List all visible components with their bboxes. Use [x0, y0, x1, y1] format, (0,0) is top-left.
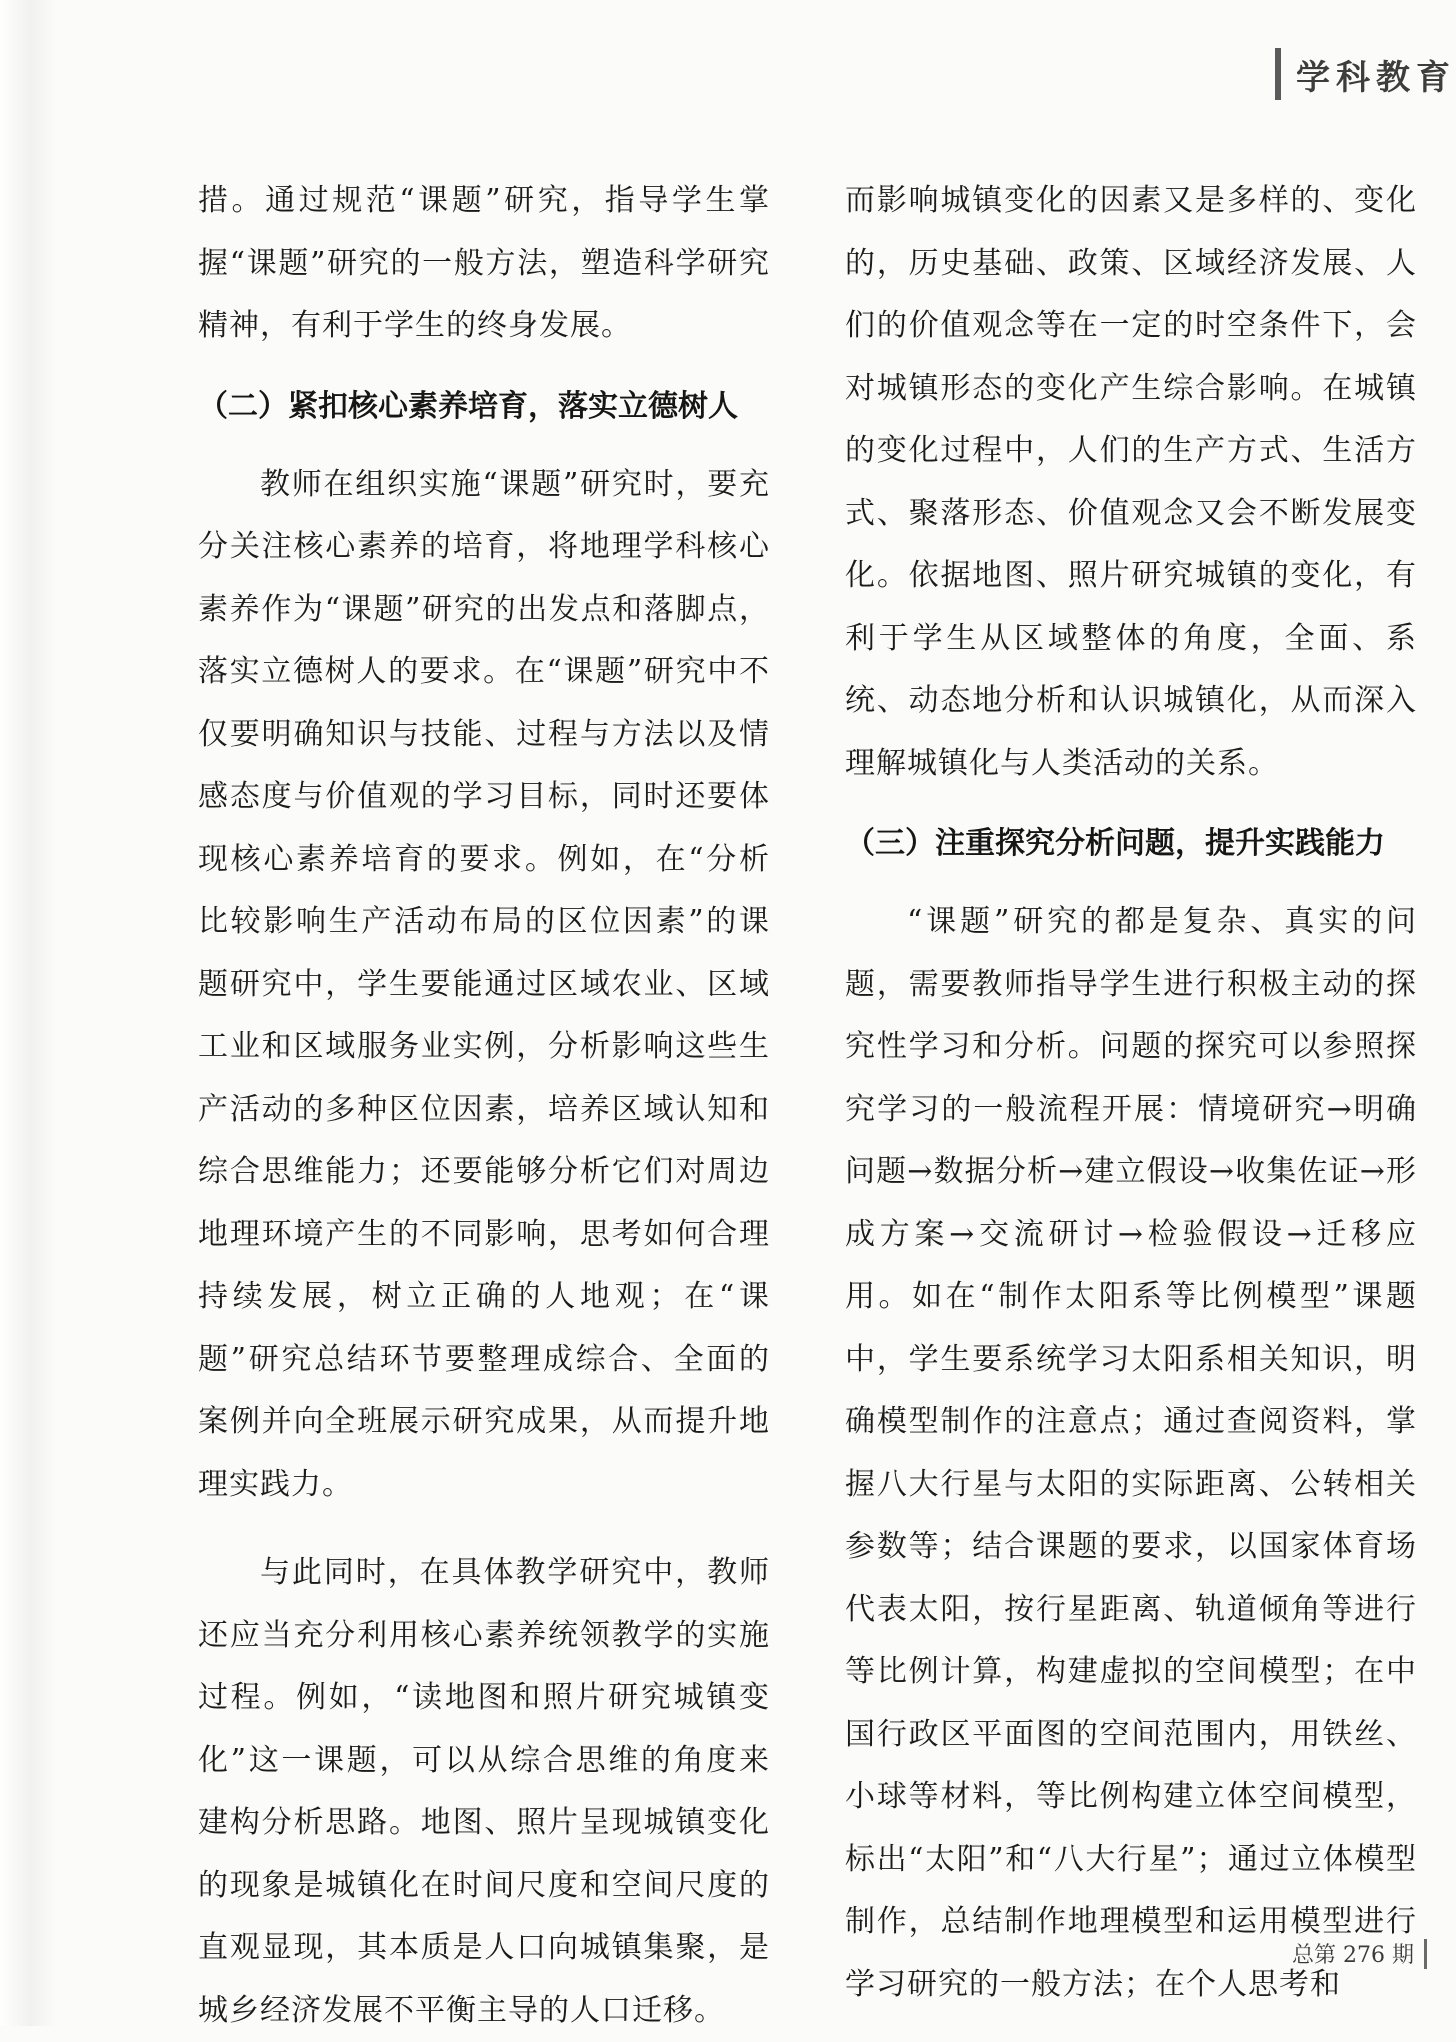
folio-text: 总第 276 期: [1292, 1943, 1414, 1968]
left-paragraph-2: 教师在组织实施“课题”研究时，要充分关注核心素养的培育，将地理学科核心素养作为“课题”研究的出发点和落脚点，落实立德树人的要求。在“课题”研究中不仅要明确知识与技能、过程与方法以及情感态度与价值观的学习目标，同时还要体现核心素养培育的要求。例如，在“分析比较影响生产活动布局的区位因素”的课题研究中，学生要能通过区域农业、区域工业和区域服务业实例，分析影响这些生产活动的多种区位因素，培养区域认知和综合思维能力；还要能够分析它们对周边地理环境产生的不同影响，思考如何合理持续发展，树立正确的人地观；在“课题”研究总结环节要整理成综合、全面的案例并向全班展示研究成果，从而提升地理实践力。: [198, 466, 770, 1502]
running-head: 学科教育: [1296, 58, 1456, 98]
binding-shadow: [0, 0, 56, 2026]
left-paragraph-1: 措。通过规范“课题”研究，指导学生掌握“课题”研究的一般方法，塑造科学研究精神，有利于学生的终身发展。: [198, 183, 770, 343]
left-column: [198, 170, 770, 2042]
right-paragraph-2: “课题”研究的都是复杂、真实的问题，需要教师指导学生进行积极主动的探究性学习和分析。问题的探究可以参照探究学习的一般流程开展：情境研究→明确问题→数据分析→建立假设→收集佐证→形成方案→交流研讨→检验假设→迁移应用。如在“制作太阳系等比例模型”课题中，学生要系统学习太阳系相关知识，明确模型制作的注意点；通过查阅资料，掌握八大行星与太阳的实际距离、公转相关参数等；结合课题的要求，以国家体育场代表太阳，按行星距离、轨道倾角等进行等比例计算，构建虚拟的空间模型；在中国行政区平面图的空间范围内，用铁丝、小球等材料，等比例构建立体空间模型，标出“太阳”和“八大行星”；通过立体模型制作，总结制作地理模型和运用模型进行学习研究的一般方法；在个人思考和: [845, 904, 1417, 2002]
folio-rule: [1424, 1939, 1427, 1969]
section-heading-3: （三）注重探究分析问题，提升实践能力: [845, 826, 1385, 861]
right-paragraph-1: 而影响城镇变化的因素又是多样的、变化的，历史基础、政策、区域经济发展、人们的价值观念等在一定的时空条件下，会对城镇形态的变化产生综合影响。在城镇的变化过程中，人们的生产方式、生活方式、聚落形态、价值观念又会不断发展变化。依据地图、照片研究城镇的变化，有利于学生从区域整体的角度，全面、系统、动态地分析和认识城镇化，从而深入理解城镇化与人类活动的关系。: [845, 183, 1417, 781]
paragraph-gap: [198, 1516, 770, 1542]
right-column: [845, 170, 1417, 2016]
left-paragraph-3: 与此同时，在具体教学研究中，教师还应当充分利用核心素养统领教学的实施过程。例如，“读地图和照片研究城镇变化”这一课题，可以从综合思维的角度来建构分析思路。地图、照片呈现城镇变化的现象是城镇化在时间尺度和空间尺度的直观显现，其本质是人口向城镇集聚，是城乡经济发展不平衡主导的人口迁移。: [198, 1555, 770, 2028]
folio-area: [1292, 1938, 1427, 1969]
running-head-bar: [1275, 48, 1281, 100]
section-heading-2: （二）紧扣核心素养培育，落实立德树人: [198, 388, 738, 424]
